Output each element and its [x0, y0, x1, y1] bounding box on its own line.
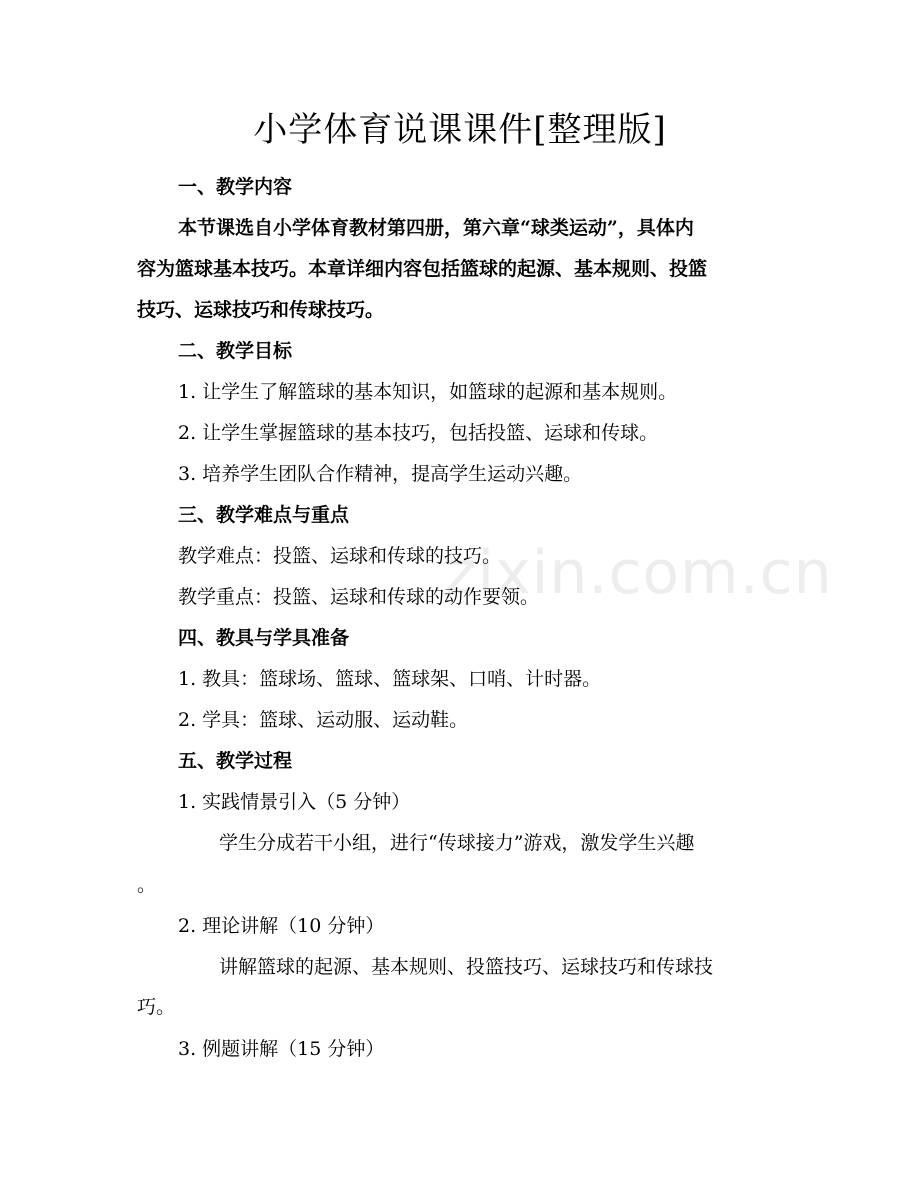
key-point-text: 教学重点：投篮、运球和传球的动作要领。	[178, 586, 540, 608]
materials-item: 2. 学具：篮球、运动服、运动鞋。	[178, 709, 469, 731]
objective-item: 2. 让学生掌握篮球的基本技巧，包括投篮、运球和传球。	[178, 422, 659, 444]
process-step-title: 1. 实践情景引入（5 分钟）	[178, 791, 411, 813]
content-paragraph-line: 技巧、运球技巧和传球技巧。	[137, 299, 385, 321]
process-step-text: 。	[137, 874, 157, 896]
process-step-text: 巧。	[137, 996, 176, 1018]
watermark: zixin.com.cn	[445, 538, 833, 608]
section-heading-process: 五、教学过程	[178, 750, 293, 772]
section-heading-materials: 四、教具与学具准备	[178, 627, 350, 649]
process-step-text: 学生分成若干小组，进行“传球接力”游戏，激发学生兴趣	[219, 832, 695, 854]
section-heading-content: 一、教学内容	[178, 176, 293, 198]
content-paragraph-line: 容为篮球基本技巧。本章详细内容包括篮球的起源、基本规则、投篮	[137, 258, 708, 280]
section-heading-objectives: 二、教学目标	[178, 340, 293, 362]
objective-item: 3. 培养学生团队合作精神，提高学生运动兴趣。	[178, 463, 583, 485]
process-step-title: 2. 理论讲解（10 分钟）	[178, 915, 385, 937]
materials-item: 1. 教具：篮球场、篮球、篮球架、口哨、计时器。	[178, 668, 602, 690]
process-step-text: 讲解篮球的起源、基本规则、投篮技巧、运球技巧和传球技	[219, 956, 714, 978]
objective-item: 1. 让学生了解篮球的基本知识，如篮球的起源和基本规则。	[178, 381, 678, 403]
page-title: 小学体育说课课件[整理版]	[253, 110, 667, 150]
content-paragraph-line: 本节课选自小学体育教材第四册，第六章“球类运动”，具体内	[178, 217, 694, 239]
section-heading-difficulty: 三、教学难点与重点	[178, 504, 350, 526]
process-step-title: 3. 例题讲解（15 分钟）	[178, 1038, 385, 1060]
difficulty-text: 教学难点：投篮、运球和传球的技巧。	[178, 545, 502, 567]
